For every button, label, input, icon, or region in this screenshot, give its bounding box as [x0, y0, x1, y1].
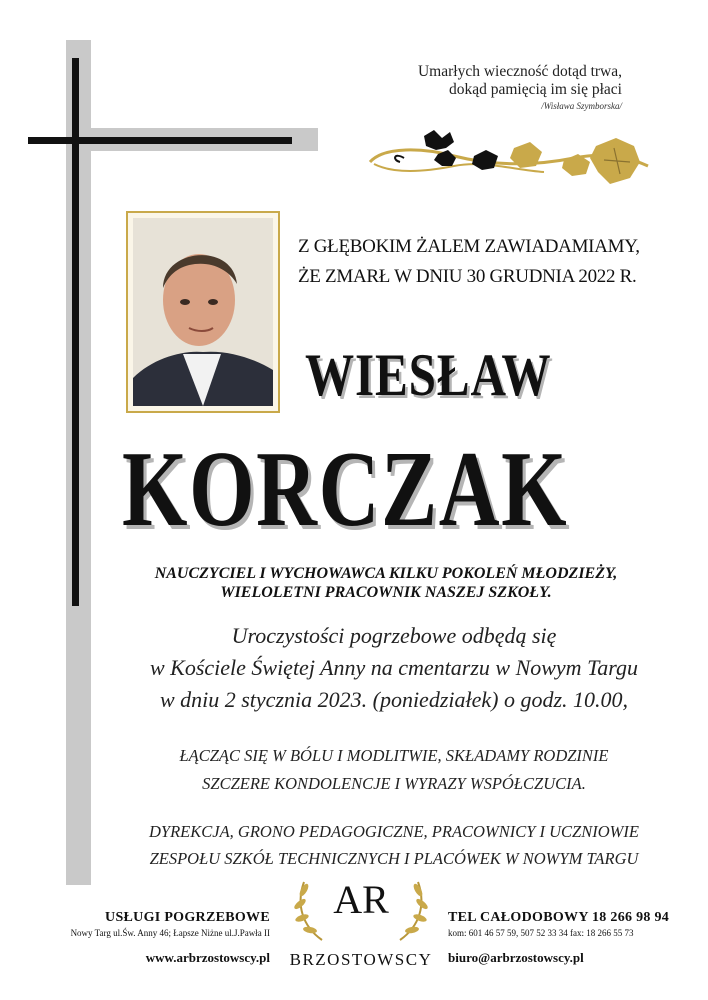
- funeral-services-title: USŁUGI POGRZEBOWE: [105, 910, 270, 925]
- logo-company-name: BRZOSTOWSCY: [289, 950, 433, 969]
- ceremony-line-3: w dniu 2 stycznia 2023. (poniedziałek) o godz. 10.00,: [159, 687, 629, 712]
- phone-24h: TEL CAŁODOBOWY 18 266 98 94: [448, 910, 670, 925]
- portrait-person-icon: [133, 218, 273, 406]
- company-logo: [282, 870, 440, 976]
- email-link[interactable]: biuro@arbrzostowscy.pl: [448, 950, 584, 965]
- announcement-line-2: ŻE ZMARŁ W DNIU 30 GRUDNIA 2022 R.: [298, 266, 637, 287]
- ceremony-info: [0, 620, 708, 716]
- grape-leaf-ornament-icon: [364, 126, 654, 196]
- profession-line-1: NAUCZYCIEL I WYCHOWAWCA KILKU POKOLEŃ MŁODZIEŻY,: [154, 565, 618, 582]
- portrait-frame: [126, 211, 280, 413]
- website-link[interactable]: www.arbrzostowscy.pl: [145, 950, 270, 965]
- deceased-first-name: WIESŁAW: [305, 342, 552, 408]
- signature-line-1: DYREKCJA, GRONO PEDAGOGICZNE, PRACOWNICY I UCZNIOWIE: [149, 822, 639, 841]
- quote-line-1: Umarłych wieczność dotąd trwa,: [417, 63, 622, 80]
- quote-author: /Wisława Szymborska/: [541, 101, 622, 111]
- condolence-block: [0, 742, 708, 798]
- ceremony-line-2: w Kościele Świętej Anny na cmentarzu w Nowym Targu: [149, 655, 639, 680]
- cross-horizontal-bar: [28, 137, 292, 144]
- mobile-fax-numbers: kom: 601 46 57 59, 507 52 33 34 fax: 18 266 55 73: [448, 928, 634, 938]
- condolence-line-1: ŁĄCZĄC SIĘ W BÓLU I MODLITWIE, SKŁADAMY RODZINIE: [179, 746, 609, 765]
- ceremony-line-1: Uroczystości pogrzebowe odbędą się: [231, 623, 557, 648]
- signature-line-2: ZESPOŁU SZKÓŁ TECHNICZNYCH I PLACÓWEK W NOWYM TARGU: [149, 849, 639, 868]
- portrait-photo: [133, 218, 273, 406]
- quote-line-2: dokąd pamięcią im się płaci: [448, 81, 622, 98]
- signature-block: [0, 818, 708, 872]
- profession-block: [0, 564, 708, 602]
- condolence-line-2: SZCZERE KONDOLENCJE I WYRAZY WSPÓŁCZUCIA.: [202, 774, 586, 793]
- death-announcement: [298, 232, 640, 292]
- funeral-services-address: Nowy Targ ul.Św. Anny 46; Łapsze Niżne ul.J.Pawła II: [70, 928, 270, 938]
- deceased-last-name: KORCZAK: [122, 430, 569, 549]
- quote-block: [418, 63, 622, 113]
- logo-initials: AR: [333, 877, 389, 922]
- profession-line-2: WIELOLETNI PRACOWNIK NASZEJ SZKOŁY.: [220, 584, 552, 601]
- announcement-line-1: Z GŁĘBOKIM ŻALEM ZAWIADAMIAMY,: [298, 236, 640, 257]
